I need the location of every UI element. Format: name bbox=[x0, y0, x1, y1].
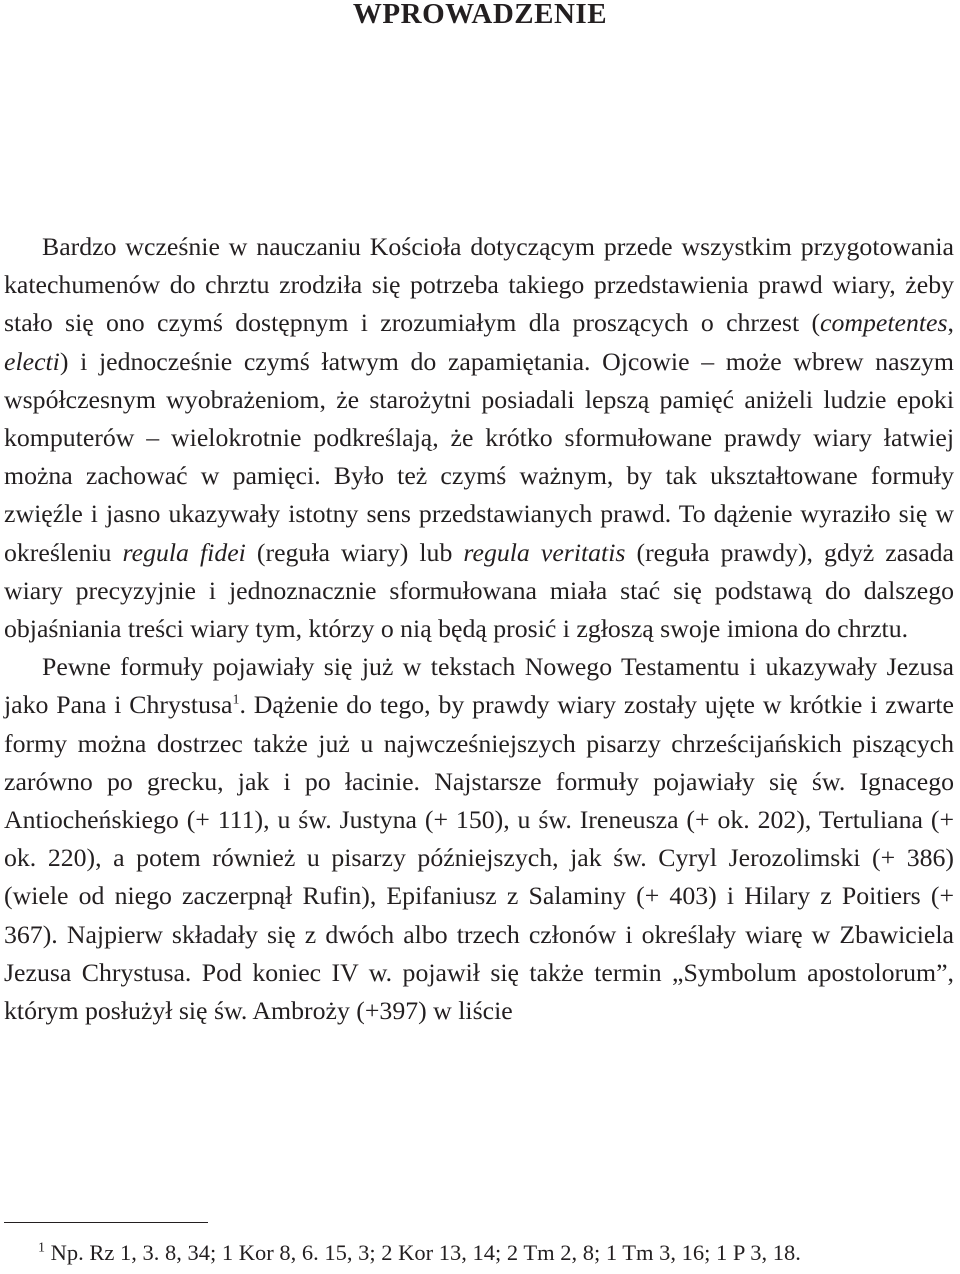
footnote-reference[interactable]: 1 bbox=[232, 692, 240, 708]
term-regula-fidei: regula fidei bbox=[122, 537, 246, 567]
term-electi: electi bbox=[4, 346, 60, 376]
paragraph-1-text-1: Bardzo wcześnie w nauczaniu Kościoła dotyczącym przede wszystkim przygotowania katechumenów do chrztu zrodziła się potrzeba takiego przedstawienia prawd wiary, żeby stało się ono czymś dostępnym i zrozumiałym dla proszących o chrzest ( bbox=[4, 232, 954, 338]
term-competentes: competentes bbox=[820, 308, 948, 338]
paragraph-2 bbox=[4, 648, 954, 1030]
paragraph-1 bbox=[4, 228, 954, 648]
footnote-number: 1 bbox=[38, 1240, 45, 1256]
paragraph-2-text-1: Pewne formuły pojawiały się już w tekstach Nowego Testamentu i ukazywały Jezusa jako Pana i Chrystusa bbox=[4, 652, 954, 720]
footnote-text: Np. Rz 1, 3. 8, 34; 1 Kor 8, 6. 15, 3; 2 Kor 13, 14; 2 Tm 2, 8; 1 Tm 3, 16; 1 P 3, 18. bbox=[45, 1240, 801, 1265]
term-regula-veritatis: regula veritatis bbox=[463, 537, 626, 567]
footnote-divider bbox=[4, 1222, 208, 1223]
paragraph-1-text-4: (reguła wiary) lub bbox=[245, 537, 464, 567]
paragraph-1-text-2: , bbox=[947, 308, 954, 338]
paragraph-1-text-3: ) i jednocześnie czymś łatwym do zapamiętania. Ojcowie – może wbrew naszym współczesnym wyobrażeniom, że starożytni posiadali lepszą pamięć aniżeli ludzie epoki komputerów – wielokrotnie podkreślają, że krótko sformułowane prawdy wiary łatwiej można zachować w pamięci. Było też czymś ważnym, by tak ukształtowane formuły zwięźle i jasno ukazywały istotny sens przedstawianych prawd. To dążenie wyraziło się w określeniu bbox=[4, 346, 954, 567]
footnote bbox=[38, 1238, 954, 1268]
page-title: WPROWADZENIE bbox=[352, 0, 608, 30]
paragraph-1-text-5: (reguła prawdy), gdyż zasada wiary precyzyjnie i jednoznacznie sformułowana miała stać się podstawą do dalszego objaśniania treści wiary tym, którzy o nią będą prosić i zgłoszą swoje imiona do chrztu. bbox=[4, 537, 954, 644]
paragraph-2-text-2: . Dążenie do tego, by prawdy wiary zostały ujęte w krótkie i zwarte formy można dostrzec także już u najwcześniejszych pisarzy chrześcijańskich piszących zarówno po grecku, jak i po łacinie. Najstarsze formuły pojawiały się św. Ignacego Antiocheńskiego (+ 111), u św. Justyna (+ 150), u św. Ireneusza (+ ok. 202), Tertuliana (+ ok. 220), a potem również u pisarzy późniejszych, jak św. Cyryl Jerozolimski (+ 386) (wiele od niego zaczerpnął Rufin), Epifaniusz z Salaminy (+ 403) i Hilary z Poitiers (+ 367). Najpierw składały się z dwóch albo trzech członów i określały wiarę w Zbawiciela Jezusa Chrystusa. Pod koniec IV w. pojawił się także termin „Symbolum apostolorum”, którym posłużył się św. Ambroży (+397) w liście bbox=[4, 690, 954, 1026]
main-text bbox=[4, 228, 954, 1030]
